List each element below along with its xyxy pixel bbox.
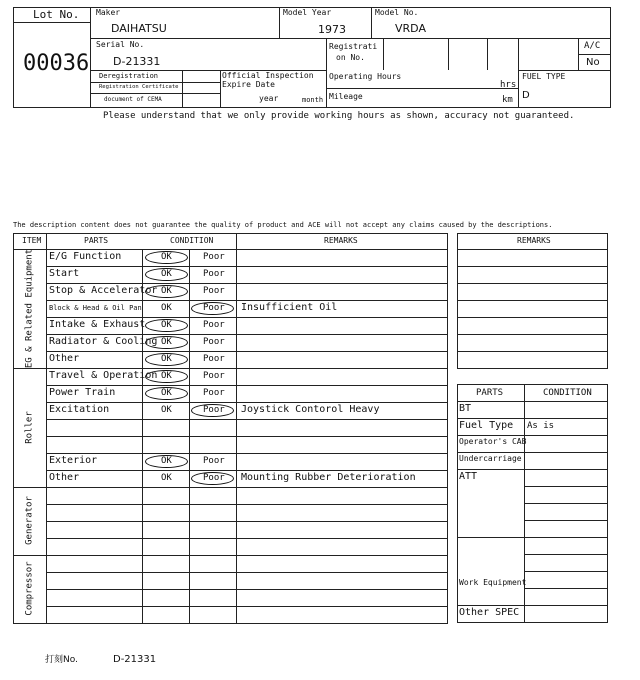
right-condition-header: CONDITION bbox=[543, 388, 592, 398]
deregistration-label: Deregistration bbox=[99, 72, 159, 80]
grid-line bbox=[457, 435, 608, 436]
model-year-value: 1973 bbox=[318, 23, 346, 36]
part-label: Other bbox=[49, 472, 80, 483]
part-label: Stop & Accelerator bbox=[49, 285, 158, 296]
grid-line bbox=[457, 605, 608, 606]
year-label: year bbox=[259, 94, 279, 103]
grid-line bbox=[46, 606, 448, 607]
ok-circle bbox=[145, 336, 188, 349]
poor-label: Poor bbox=[203, 337, 225, 347]
right-part-label: Other SPEC bbox=[459, 607, 520, 618]
ok-label: OK bbox=[161, 388, 172, 398]
right-part-label: Undercarriage bbox=[459, 454, 522, 463]
remarks-header: REMARKS bbox=[324, 236, 358, 245]
grid-line bbox=[46, 623, 448, 624]
ok-circle bbox=[145, 319, 188, 332]
grid-line bbox=[457, 283, 608, 284]
grid-line bbox=[46, 555, 448, 556]
poor-label: Poor bbox=[203, 286, 225, 296]
grid-line bbox=[46, 233, 47, 624]
grid-line bbox=[457, 537, 608, 538]
inspection-label-2: Expire Date bbox=[222, 80, 275, 89]
grid-line bbox=[457, 368, 608, 369]
poor-label: Poor bbox=[203, 405, 225, 415]
parts-header: PARTS bbox=[84, 236, 109, 245]
grid-line bbox=[46, 385, 448, 386]
poor-label: Poor bbox=[203, 354, 225, 364]
ok-label: OK bbox=[161, 286, 172, 296]
grid-line bbox=[46, 368, 448, 369]
section-label: Generator bbox=[24, 496, 34, 545]
serial-value: D-21331 bbox=[113, 55, 161, 68]
registration-label-1: Registrati bbox=[329, 42, 378, 51]
section-label: EG & Related Equipment bbox=[24, 248, 34, 368]
poor-circle bbox=[191, 472, 234, 485]
poor-circle bbox=[191, 302, 234, 315]
model-no-label: Model No. bbox=[375, 8, 419, 17]
grid-line bbox=[46, 589, 448, 590]
registration-label-2: on No. bbox=[336, 53, 365, 62]
lot-label: Lot No. bbox=[33, 8, 80, 21]
model-no-value: VRDA bbox=[395, 22, 426, 35]
grid-line bbox=[13, 249, 448, 250]
ok-circle bbox=[145, 455, 188, 468]
description-notice: The description content does not guarantee the quality of product and ACE will not accept any claims caused by the descriptions. bbox=[13, 221, 553, 229]
grid-line bbox=[457, 249, 608, 250]
fuel-type-label: FUEL TYPE bbox=[522, 72, 566, 81]
grid-line bbox=[46, 453, 448, 454]
km-label: km bbox=[502, 95, 513, 105]
ok-circle bbox=[145, 370, 188, 383]
grid-line bbox=[46, 402, 448, 403]
grid-line bbox=[46, 572, 448, 573]
ok-label: OK bbox=[161, 473, 172, 483]
grid-line bbox=[46, 521, 448, 522]
grid-line bbox=[457, 452, 608, 453]
part-label: Radiator & Cooling bbox=[49, 336, 158, 347]
ok-circle bbox=[145, 285, 188, 298]
grid-line bbox=[457, 351, 608, 352]
poor-label: Poor bbox=[203, 456, 225, 466]
grid-line bbox=[46, 317, 448, 318]
grid-line bbox=[524, 554, 608, 555]
grid-line bbox=[457, 300, 608, 301]
model-year-label: Model Year bbox=[283, 8, 332, 17]
grid-line bbox=[46, 266, 448, 267]
grid-line bbox=[46, 504, 448, 505]
ac-label: A/C bbox=[584, 41, 601, 51]
poor-label: Poor bbox=[203, 320, 225, 330]
footer-label: 打刻No. bbox=[45, 655, 78, 665]
grid-line bbox=[524, 520, 608, 521]
grid-line bbox=[457, 266, 608, 267]
part-label: Power Train bbox=[49, 387, 116, 398]
part-label: Exterior bbox=[49, 455, 98, 466]
part-label: Other bbox=[49, 353, 80, 364]
grid-line bbox=[236, 233, 237, 624]
grid-line bbox=[524, 571, 608, 572]
ok-label: OK bbox=[161, 371, 172, 381]
grid-line bbox=[524, 503, 608, 504]
right-remarks-header: REMARKS bbox=[517, 236, 551, 245]
part-label: Intake & Exhaust bbox=[49, 319, 146, 330]
right-part-label: Operator's CAB bbox=[459, 437, 527, 446]
grid-line bbox=[457, 469, 608, 470]
grid-line bbox=[607, 233, 608, 369]
section-label: Roller bbox=[24, 410, 34, 444]
grid-line bbox=[524, 486, 608, 487]
part-label: E/G Function bbox=[49, 251, 122, 262]
right-part-label: ATT bbox=[459, 471, 478, 482]
ok-label: OK bbox=[161, 320, 172, 330]
part-label: Travel & Operation bbox=[49, 370, 158, 381]
grid-line bbox=[457, 334, 608, 335]
grid-line bbox=[46, 487, 448, 488]
item-header: ITEM bbox=[22, 236, 42, 245]
ok-label: OK bbox=[161, 405, 172, 415]
remark-text: Mounting Rubber Deterioration bbox=[241, 472, 416, 483]
right-parts-header: PARTS bbox=[476, 388, 504, 398]
grid-line bbox=[13, 233, 448, 234]
grid-line bbox=[46, 538, 448, 539]
grid-line bbox=[46, 419, 448, 420]
month-label: month bbox=[302, 96, 324, 104]
poor-label: Poor bbox=[203, 269, 225, 279]
maker-value: DAIHATSU bbox=[111, 22, 167, 35]
grid-line bbox=[457, 384, 608, 385]
serial-label: Serial No. bbox=[96, 40, 145, 49]
ok-label: OK bbox=[161, 252, 172, 262]
operating-hours-label: Operating Hours bbox=[329, 72, 402, 81]
ac-value: No bbox=[586, 57, 600, 68]
mileage-label: Mileage bbox=[329, 92, 363, 101]
grid-line bbox=[457, 418, 608, 419]
right-part-label: Work Equipment bbox=[459, 578, 527, 587]
inspection-label-1: Official Inspection bbox=[222, 71, 314, 80]
right-part-label: BT bbox=[459, 403, 472, 414]
maker-label: Maker bbox=[96, 8, 121, 17]
lot-value: 00036 bbox=[23, 51, 90, 76]
grid-line bbox=[46, 283, 448, 284]
grid-line bbox=[524, 588, 608, 589]
ok-label: OK bbox=[161, 456, 172, 466]
fuel-type-value: D bbox=[522, 90, 530, 101]
part-label: Excitation bbox=[49, 404, 110, 415]
part-label: Block & Head & Oil Pan bbox=[49, 304, 142, 312]
ok-label: OK bbox=[161, 337, 172, 347]
part-label: Start bbox=[49, 268, 80, 279]
grid-line bbox=[457, 233, 608, 234]
remark-text: Joystick Contorol Heavy bbox=[241, 404, 380, 415]
ok-circle bbox=[145, 268, 188, 281]
poor-label: Poor bbox=[203, 252, 225, 262]
poor-label: Poor bbox=[203, 388, 225, 398]
grid-line bbox=[447, 233, 448, 624]
ok-circle bbox=[145, 353, 188, 366]
section-label: Compressor bbox=[24, 561, 34, 616]
grid-line bbox=[457, 622, 608, 623]
grid-line bbox=[13, 233, 14, 624]
poor-label: Poor bbox=[203, 371, 225, 381]
grid-line bbox=[457, 384, 458, 623]
grid-line bbox=[457, 233, 458, 369]
ok-label: OK bbox=[161, 303, 172, 313]
cema-label: document of CEMA bbox=[104, 96, 162, 103]
right-part-label: Fuel Type bbox=[459, 420, 514, 431]
grid-line bbox=[457, 317, 608, 318]
ok-circle bbox=[145, 251, 188, 264]
grid-line bbox=[46, 334, 448, 335]
grid-line bbox=[46, 300, 448, 301]
hrs-label: hrs bbox=[500, 80, 517, 90]
condition-header: CONDITION bbox=[170, 236, 214, 245]
ok-label: OK bbox=[161, 269, 172, 279]
grid-line bbox=[46, 436, 448, 437]
grid-line bbox=[46, 351, 448, 352]
grid-line bbox=[457, 401, 608, 402]
grid-line bbox=[46, 470, 448, 471]
footer-value: D-21331 bbox=[113, 654, 157, 665]
remark-text: Insufficient Oil bbox=[241, 302, 338, 313]
poor-label: Poor bbox=[203, 303, 225, 313]
disclaimer: Please understand that we only provide working hours as shown, accuracy not guaranteed. bbox=[103, 111, 575, 121]
ok-circle bbox=[145, 387, 188, 400]
poor-label: Poor bbox=[203, 473, 225, 483]
poor-circle bbox=[191, 404, 234, 417]
right-condition-value: As is bbox=[527, 421, 555, 431]
registration-certificate-label: Registration Certificate bbox=[99, 84, 179, 90]
ok-label: OK bbox=[161, 354, 172, 364]
